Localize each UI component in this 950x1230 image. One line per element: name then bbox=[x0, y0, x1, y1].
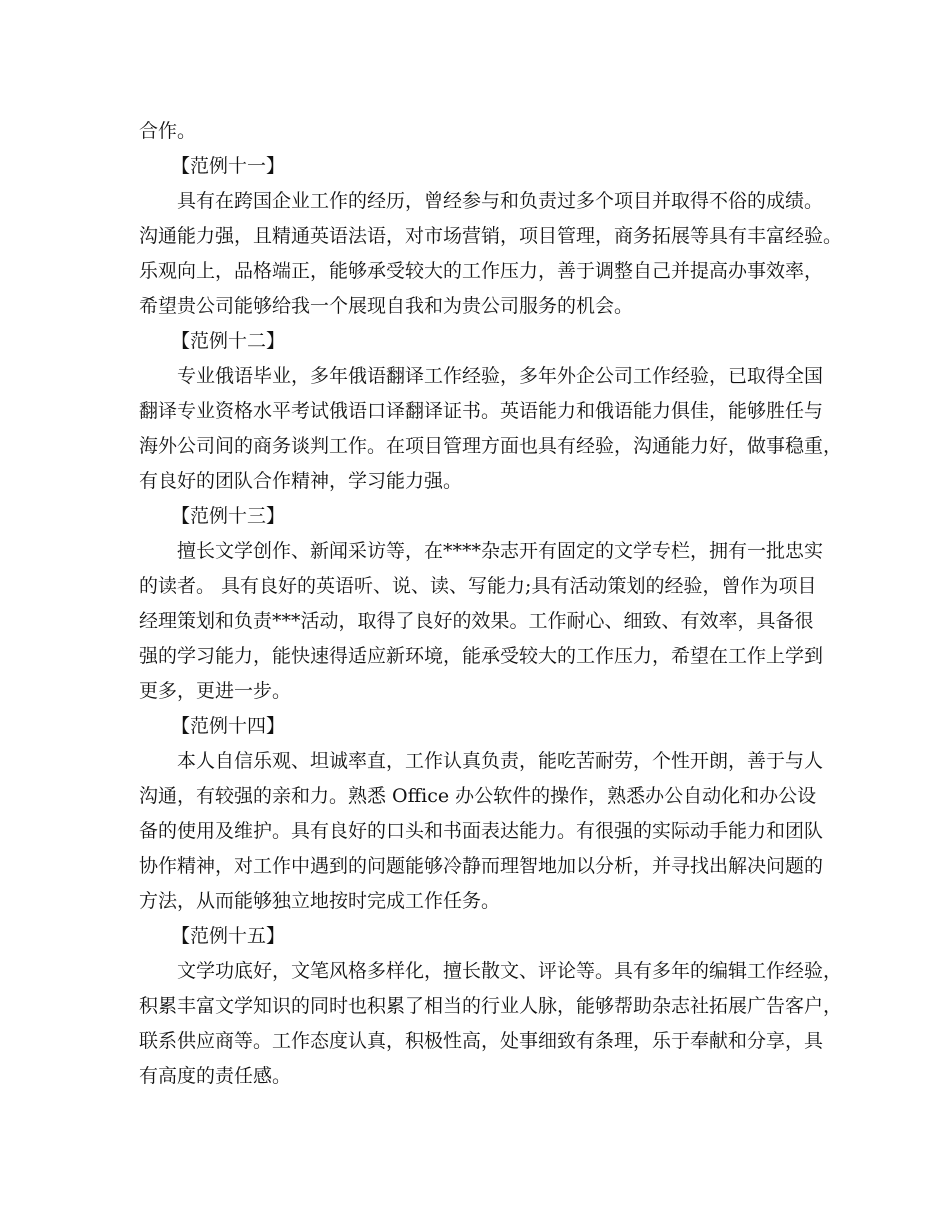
text-line: 协作精神，对工作中遇到的问题能够冷静而理智地加以分析，并寻找出解决问题的 bbox=[139, 855, 824, 877]
text-line: 联系供应商等。工作态度认真，积极性高，处事细致有条理，乐于奉献和分享，具 bbox=[139, 1030, 824, 1052]
text-line: 备的使用及维护。具有良好的口头和书面表达能力。有很强的实际动手能力和团队 bbox=[139, 820, 824, 842]
section-heading: 【范例十二】 bbox=[171, 330, 286, 352]
text-line: 有高度的责任感。 bbox=[139, 1065, 292, 1087]
section-heading: 【范例十三】 bbox=[171, 505, 286, 527]
paragraph-first-line: 具有在跨国企业工作的经历，曾经参与和负责过多个项目并取得不俗的成绩。 bbox=[177, 190, 824, 212]
paragraph-first-line: 专业俄语毕业，多年俄语翻译工作经验，多年外企公司工作经验，已取得全国 bbox=[177, 365, 824, 387]
paragraph-first-line: 本人自信乐观、坦诚率直，工作认真负责，能吃苦耐劳，个性开朗，善于与人 bbox=[177, 750, 824, 772]
paragraph-first-line: 文学功底好，文笔风格多样化，擅长散文、评论等。具有多年的编辑工作经验， bbox=[177, 960, 843, 982]
paragraph-first-line: 擅长文学创作、新闻采访等，在****杂志开有固定的文学专栏，拥有一批忠实 bbox=[177, 540, 824, 562]
text-line: 海外公司间的商务谈判工作。在项目管理方面也具有经验，沟通能力好，做事稳重， bbox=[139, 435, 843, 457]
text-line: 强的学习能力，能快速得适应新环境，能承受较大的工作压力，希望在工作上学到 bbox=[139, 645, 824, 667]
text-line: 有良好的团队合作精神，学习能力强。 bbox=[139, 470, 463, 492]
text-line: 合作。 bbox=[139, 120, 197, 142]
section-heading: 【范例十五】 bbox=[171, 925, 286, 947]
text-line: 乐观向上，品格端正，能够承受较大的工作压力，善于调整自己并提高办事效率， bbox=[139, 260, 824, 282]
text-line: 希望贵公司能够给我一个展现自我和为贵公司服务的机会。 bbox=[139, 295, 634, 317]
text-line: 翻译专业资格水平考试俄语口译翻译证书。英语能力和俄语能力俱佳，能够胜任与 bbox=[139, 400, 824, 422]
text-line: 积累丰富文学知识的同时也积累了相当的行业人脉，能够帮助杂志社拓展广告客户， bbox=[139, 995, 843, 1017]
section-heading: 【范例十四】 bbox=[171, 715, 286, 737]
text-line: 方法，从而能够独立地按时完成工作任务。 bbox=[139, 890, 501, 912]
text-line: 经理策划和负责***活动，取得了良好的效果。工作耐心、细致、有效率，具备很 bbox=[139, 610, 814, 632]
text-line: 的读者。 具有良好的英语听、说、读、写能力;具有活动策划的经验，曾作为项目 bbox=[139, 575, 817, 597]
section-heading: 【范例十一】 bbox=[171, 155, 286, 177]
text-line: 沟通，有较强的亲和力。熟悉 Office 办公软件的操作，熟悉办公自动化和办公设 bbox=[139, 785, 817, 807]
text-line: 更多，更进一步。 bbox=[139, 680, 292, 702]
text-line: 沟通能力强，且精通英语法语，对市场营销，项目管理，商务拓展等具有丰富经验。 bbox=[139, 225, 843, 247]
